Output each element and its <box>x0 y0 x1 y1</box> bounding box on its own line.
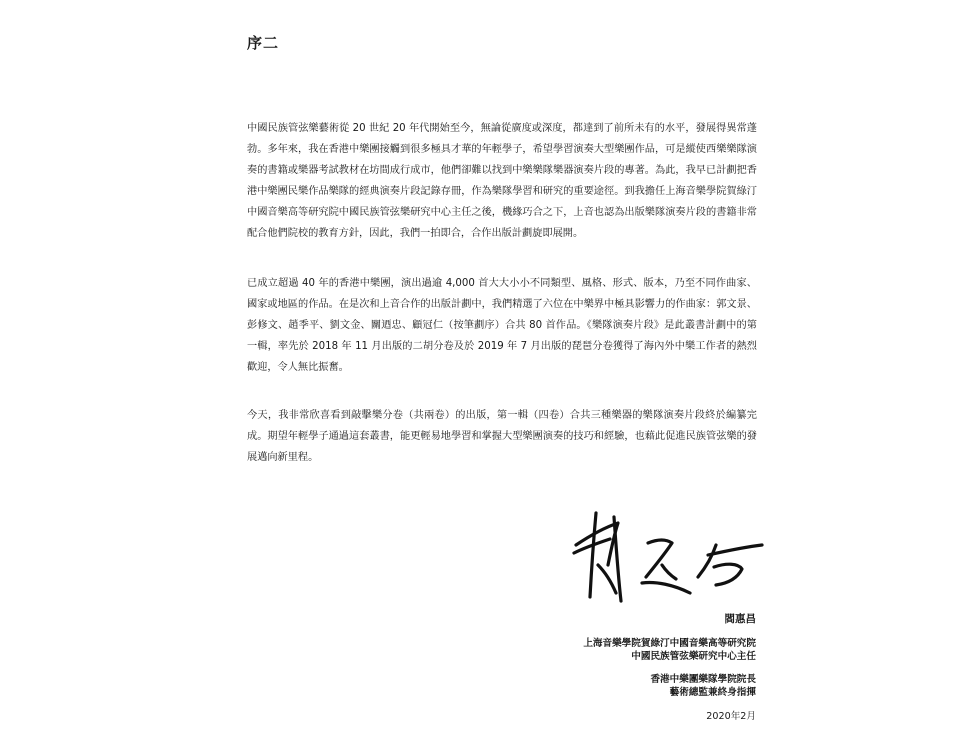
signer-affiliation-2 <box>650 673 756 699</box>
body-paragraph-2: 已成立超過 40 年的香港中樂團，演出過逾 4,000 首大大小小不同類型、風格、形式、版本，乃至不同作曲家、國家或地區的作品。在是次和上音合作的出版計劃中，我們精選了六位在中樂界中極具影響力的作曲家：郭文景、彭修文、趙季平、劉文金、關迺忠、顧冠仁（按筆劃序）合共 80 首作品。《樂隊演奏片段》是此叢書計劃中的第一輯，率先於 2018 年 11 月出版的二胡分卷及於 2019 年 7 月出版的琵琶分卷獲得了海內外中樂工作者的熱烈歡迎，令人無比振奮。 <box>247 278 757 373</box>
body-paragraph-3: 今天，我非常欣喜看到敲擊樂分卷（共兩卷）的出版，第一輯（四卷）合共三種樂器的樂隊演奏片段終於編纂完成。期望年輕學子通過這套叢書，能更輕易地學習和掌握大型樂團演奏的技巧和經驗，也藉此促進民族管弦樂的發展邁向新里程。 <box>247 410 757 463</box>
document-date: 2020年2月 <box>706 711 756 722</box>
affiliation-2-line-1: 香港中樂團樂隊學院院長 <box>650 674 756 685</box>
signer-affiliation-1 <box>583 637 756 663</box>
body-paragraph-1: 中國民族管弦樂藝術從 20 世紀 20 年代開始至今，無論從廣度或深度，都達到了前所未有的水平，發展得異常蓬勃。多年來，我在香港中樂團接觸到很多極具才華的年輕學子，希望學習演奏大型樂團作品，可是縱使西樂樂隊演奏的書籍或樂器考試教材在坊間成行成市，他們卻難以找到中樂樂隊樂器演奏片段的專著。為此，我早已計劃把香港中樂團民樂作品樂隊的經典演奏片段記錄存冊，作為樂隊學習和研究的重要途徑。到我擔任上海音樂學院賀綠汀中國音樂高等研究院中國民族管弦樂研究中心主任之後，機緣巧合之下，上音也認為出版樂隊演奏片段的書籍非常配合他們院校的教育方針，因此，我們一拍即合，合作出版計劃旋即展開。 <box>247 123 757 239</box>
page-title: 序二 <box>247 34 280 52</box>
signer-name: 閻惠昌 <box>724 613 756 625</box>
handwritten-signature <box>566 505 766 605</box>
affiliation-1-line-1: 上海音樂學院賀綠汀中國音樂高等研究院 <box>583 638 756 649</box>
affiliation-2-line-2: 藝術總監兼終身指揮 <box>669 687 756 698</box>
affiliation-1-line-2: 中國民族管弦樂研究中心主任 <box>631 651 756 662</box>
